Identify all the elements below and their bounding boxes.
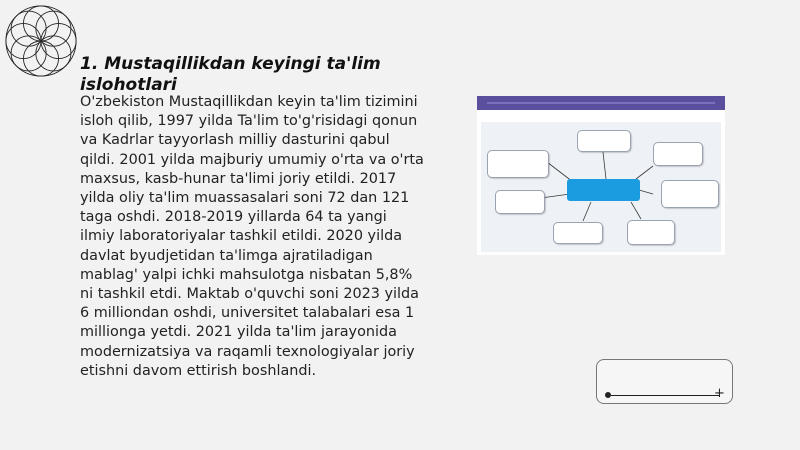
mind-map-diagram <box>477 96 725 255</box>
diagram-node <box>495 190 545 214</box>
diagram-header-bar <box>477 96 725 110</box>
diagram-node <box>653 142 703 166</box>
media-player-control[interactable] <box>596 359 733 404</box>
plus-icon[interactable]: + <box>714 386 725 401</box>
diagram-node <box>553 222 603 244</box>
diagram-node <box>661 180 719 208</box>
slide-title: 1. Mustaqillikdan keyingi ta'lim islohotlari <box>80 54 381 95</box>
diagram-node <box>487 150 549 178</box>
paragraph-text: O'zbekiston Mustaqillikdan keyin ta'lim tizimini isloh qilib, 1997 yilda Ta'lim to'g'risidagi qonun va Kadrlar tayyorlash milliy dasturini qabul qildi. 2001 yilda majburiy umumiy o'rta va o'rta maxsus, kasb-hunar ta'limi joriy etildi. 2017 yilda oliy ta'lim muassasalari soni 72 dan 121 taga oshdi. 2018-2019 yillarda 64 ta yangi ilmiy laboratoriyalar tashkil etildi. 2020 yilda davlat byudjetidan ta'limga ajratiladigan mablag' yalpi ichki mahsulotga nisbatan 5,8% ni tashkil etdi. Maktab o'quvchi soni 2023 yilda 6 milliondan oshdi, universitet talabalari esa 1 millionga yetdi. 2021 yilda ta'lim jarayonida modernizatsiya va raqamli texnologiyalar joriy etishni davom ettirish boshlandi. <box>80 94 424 379</box>
diagram-node <box>577 130 631 152</box>
diagram-center-node <box>567 179 640 201</box>
rosette-logo <box>2 2 80 80</box>
diagram-canvas <box>481 122 721 252</box>
body-paragraph <box>80 93 425 381</box>
progress-track[interactable] <box>611 395 719 396</box>
diagram-node <box>627 220 675 245</box>
